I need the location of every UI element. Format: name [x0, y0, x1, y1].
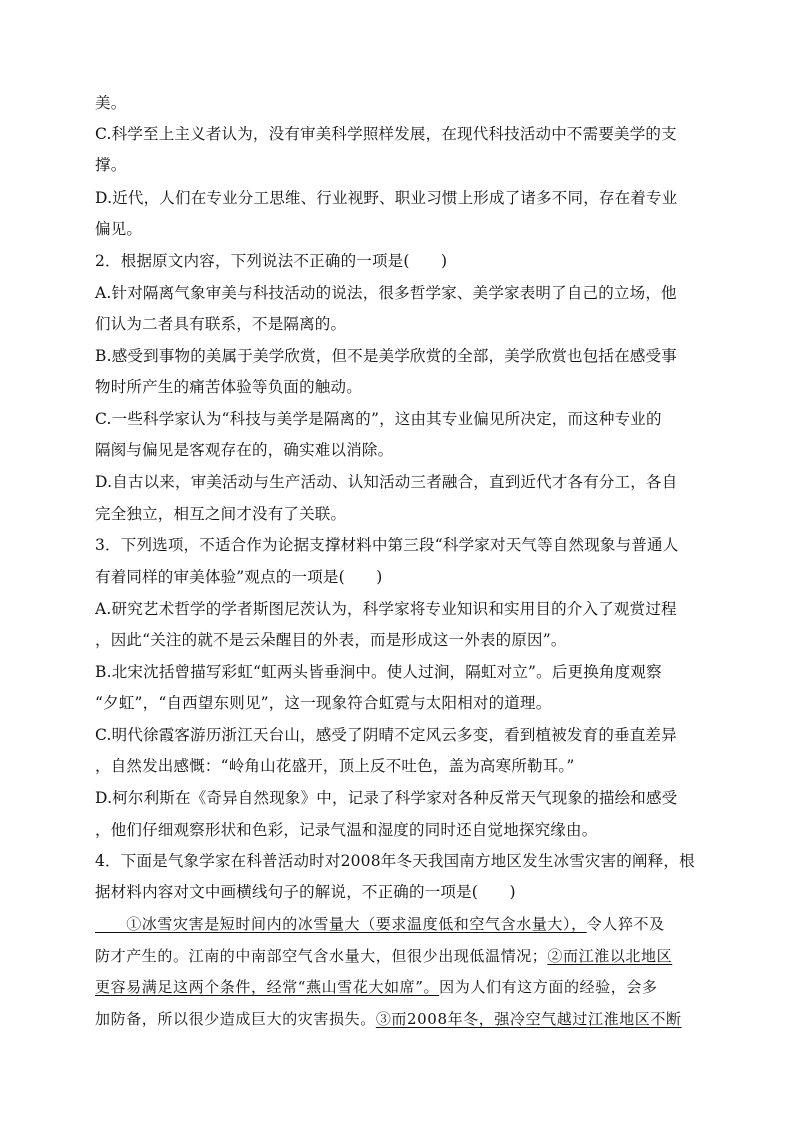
underlined-sentence-3: ③而2008年冬，强冷空气越过江淮地区不断: [375, 1010, 682, 1028]
passage-text: 加防备，所以很少造成巨大的灾害损失。: [95, 1010, 376, 1028]
option-line: A.针对隔离气象审美与科技活动的说法，很多哲学家、美学家表明了自己的立场，他: [95, 284, 677, 302]
option-line: D.自古以来，审美活动与生产活动、认知活动三者融合，直到近代才各有分工，各自: [95, 473, 678, 491]
option-line: “夕虹”，“自西望东则见”，这一现象符合虹霓与太阳相对的道理。: [95, 694, 552, 712]
text-line: 美。: [95, 94, 127, 112]
passage-text: 江南的中南部空气含水量大，但很少出现低温情况；: [188, 947, 548, 965]
passage-text: 因为人们有这方面的经验，会多: [439, 978, 658, 996]
option-line: ，他们仔细观察形状和色彩，记录气温和湿度的同时还自觉地探究缘由。: [95, 821, 598, 839]
option-line: 物时所产生的痛苦体验等负面的触动。: [95, 378, 362, 396]
underlined-sentence-2: ②而江淮以北地区: [547, 947, 673, 965]
passage-line: [95, 914, 665, 934]
passage-text: 令人猝不及: [586, 915, 665, 933]
option-line: B.北宋沈括曾描写彩虹“虹两头皆垂涧中。使人过涧，隔虹对立”。后更换角度观察: [95, 663, 662, 681]
option-line: 隔阂与偏见是客观存在的，确实难以消除。: [95, 441, 394, 459]
question-line: 2．根据原文内容，下列说法不正确的一项是( ): [95, 252, 448, 270]
passage-text: 防才产生的。: [95, 947, 189, 965]
option-line: C.一些科学家认为“科技与美学是隔离的”，这由其专业偏见所决定，而这种专业的: [95, 410, 662, 428]
option-line: C.明代徐霞客游历浙江天台山，感受了阴晴不定风云多变，看到植被发育的垂直差异: [95, 726, 677, 744]
underlined-sentence-1: ①冰雪灾害是短时间内的冰雪量大（要求温度低和空气含水量大），: [95, 915, 587, 933]
question-line: 有着同样的审美体验”观点的一项是( ): [95, 568, 383, 586]
option-line: 完全独立，相互之间才没有了关联。: [95, 505, 347, 523]
underlined-sentence-2-cont: 更容易满足这两个条件，经常“燕山雪花大如席”。: [95, 978, 440, 996]
option-line: 们认为二者具有联系，不是隔离的。: [95, 315, 347, 333]
option-line: ，自然发出感慨：“岭角山花盛开，顶上反不吐色，盖为高寒所勒耳。”: [95, 757, 575, 775]
option-line: C.科学至上主义者认为，没有审美科学照样发展，在现代科技活动中不需要美学的支: [95, 125, 677, 143]
question-line: 4．下面是气象学家在科普活动时对2008年冬天我国南方地区发生冰雪灾害的阐释，根: [95, 852, 695, 870]
passage-line: [95, 977, 658, 997]
question-line: 据材料内容对文中画横线句子的解说，不正确的一项是( ): [95, 883, 516, 901]
option-line: D.柯尔利斯在《奇异自然现象》中，记录了科学家对各种反常天气现象的描绘和感受: [95, 789, 678, 807]
question-line: 3．下列选项，不适合作为论据支撑材料中第三段“科学家对天气等自然现象与普通人: [95, 536, 679, 554]
option-line: ，因此“关注的就不是云朵醒目的外表，而是形成这一外表的原因”。: [95, 631, 567, 649]
option-line: A.研究艺术哲学的学者斯图尼茨认为，科学家将专业知识和实用目的介入了观赏过程: [95, 600, 677, 618]
option-line: 撑。: [95, 156, 127, 174]
passage-line: [95, 1009, 682, 1029]
option-line: D.近代，人们在专业分工思维、行业视野、职业习惯上形成了诸多不同，存在着专业: [95, 189, 678, 207]
option-line: B.感受到事物的美属于美学欣赏，但不是美学欣赏的全部，美学欣赏也包括在感受事: [95, 347, 677, 365]
option-line: 偏见。: [95, 220, 143, 238]
passage-line: [95, 946, 672, 966]
